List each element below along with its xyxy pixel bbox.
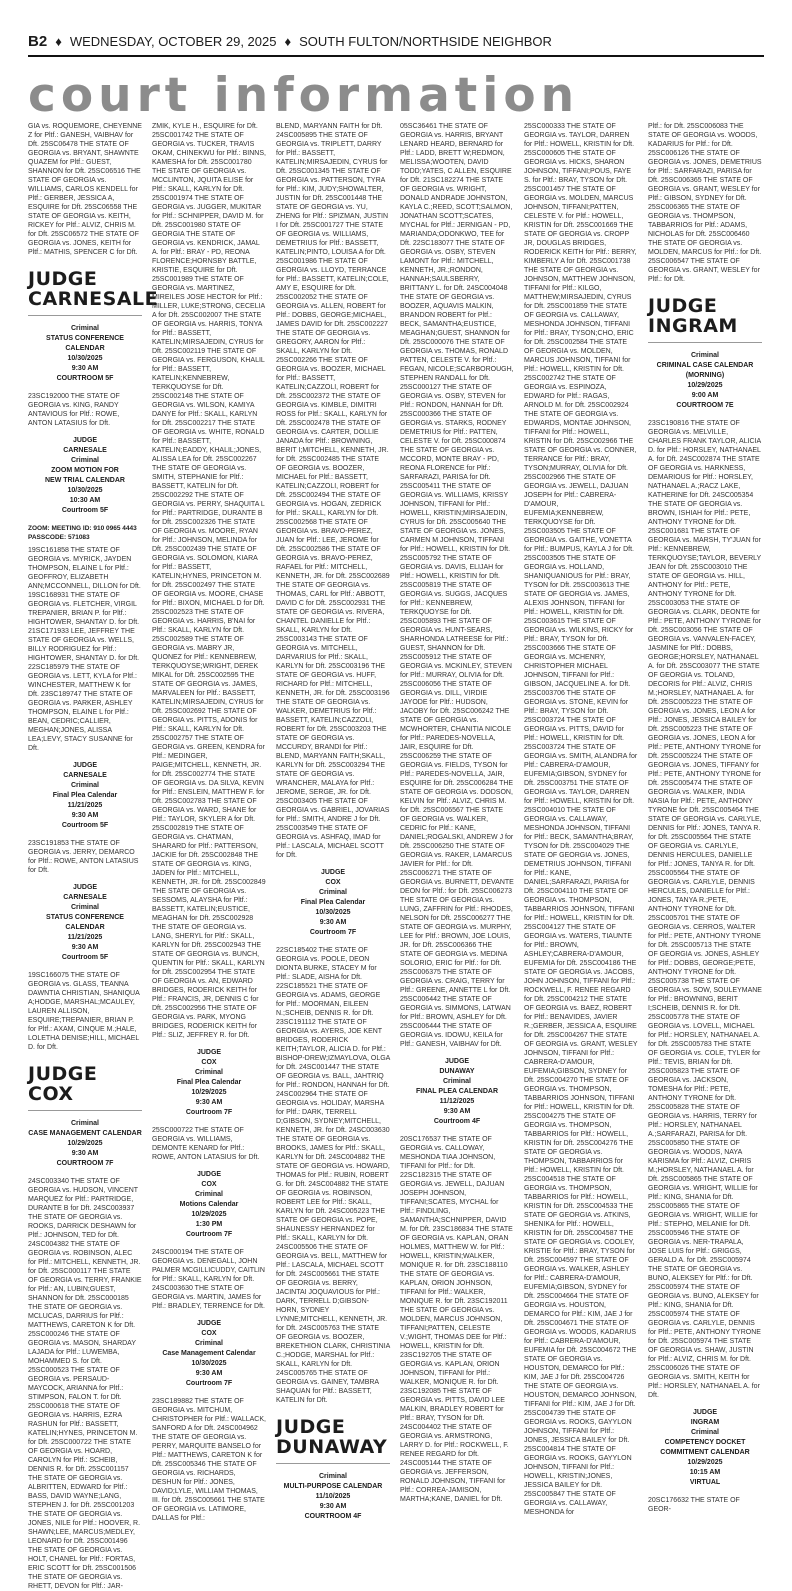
case-listing: BLEND, MARYANN FAITH for Dft. 24SC005895 THE STATE OF GEORGIA vs. TRIPLETT, DARRY for Pltf.: BASSETT, KATELIN;MIRSAJEDIN, CYRUS for Dft. 25SC001345 THE STATE OF GEORGIA vs. PATTERSON, TYRA for Pltf.: KIM, JUDY;SHOWALTER, JUSTIN for Dft. 25SC001448 THE STATE OF GEORGIA vs. YU, ZHENG for Pltf.: SPIZMAN, JUSTIN I for Dft. 25SC001727 THE STATE OF GEORGIA vs. WILLIAMS, DEMETRIUS for Pltf.: BASSETT, KATELIN;PINTO, LOUISA A for Dft. 25SC001986 THE STATE OF GEORGIA vs. LLOYD, TERRANCE for Pltf.: BASSETT, KATELIN;COLE, AMY E, ESQUIRE for Dft. 25SC002052 THE STATE OF GEORGIA vs. ALLEN, ROBERT for Pltf.: DOBBS, GEORGE;MICHAEL, JAMES DAVID for Dft. 25SC002227 THE STATE OF GEORGIA vs. GREGORY, AARON for Pltf.: SKALL, KARLYN for Dft. 25SC002266 THE STATE OF GEORGIA vs. BOOZER, MICHAEL for Pltf.: BASSETT, KATELIN;CAZZOLI, ROBERT for Dft. 25SC002372 THE STATE OF GEORGIA vs. KIMBLE, DIMITRI ROSS for Pltf.: SKALL, KARLYN for Dft. 25SC002478 THE STATE OF GEORGIA vs. CARTER, DOLLIE JANADA for Pltf.: BROWNING, BERIT I;MITCHELL, KENNETH, JR. for Dft. 25SC002485 THE STATE OF GEORGIA vs. BOOZER, MICHAEL for Pltf.: BASSETT, KATELIN;CAZZOLI, ROBERT for Dft. 25SC002494 THE STATE OF GEORGIA vs. HOGAN, ZEDRICK for Pltf.: SKALL, KARLYN for Dft. 25SC002568 THE STATE OF GEORGIA vs. BRAVO-PEREZ, JUAN for Pltf.: LEE, JEROME for Dft. 25SC002586 THE STATE OF GEORGIA vs. BRAVO-PEREZ, RAFAEL for Pltf.: MITCHELL, KENNETH, JR. for Dft. 25SC002689 THE STATE OF GEORGIA vs. THOMAS, CARL for Pltf.: ABBOTT, DAVID C for Dft. 25SC002931 THE STATE OF GEORGIA vs. RIVERA, CHANTEL DANIELLE for Pltf.: SKALL, KARLYN for Dft. 25SC003143 THE STATE OF GEORGIA vs. MITCHELL, DARVARIUS for Pltf.: SKALL, KARLYN for Dft. 25SC003196 THE STATE OF GEORGIA vs. HUFF, RICHARD for Pltf.: MITCHELL, KENNETH, JR. for Dft. 25SC003196 THE STATE OF GEORGIA vs. WALKER, DEMETRIUS for Pltf.: BASSETT, KATELIN;CAZZOLI, ROBERT for Dft. 25SC003203 THE STATE OF GEORGIA vs. MCCURDY, BRANDI for Pltf.: BLEND, MARYANN FAITH;SKALL, KARLYN for Dft. 25SC003294 THE STATE OF GEORGIA vs. WRANCHER, MALAYA for Pltf.: JEROME, SERGE, JR. for Dft. 25SC003405 THE STATE OF GEORGIA vs. GABRIEL, JOVARIAS for Pltf.: SMITH, ANDRE J for Dft. 25SC003549 THE STATE OF GEORGIA vs. ASHFAQ, IMAD for Pltf.: LASCALA, MICHAEL SCOTT for Dft.	[276, 123, 390, 859]
calendar-line: MULTI-PURPOSE CALENDAR	[283, 1483, 383, 1490]
column-4	[400, 122, 514, 1574]
case-listing: 23SC190816 THE STATE OF GEORGIA vs. MELVILLE, CHARLES FRANK TAYLOR, ALICIA D. for Pltf.: HORSLEY, NATHANAEL A. for Dft. 24SC002874 THE STATE OF GEORGIA vs. HARKNESS, DEMARIOUS for Pltf.: HORSLEY, NATHANAEL A.;RACZ LAKE, KATHERINE for Dft. 24SC005354 THE STATE OF GEORGIA vs. BROWN, ISHIAH for Pltf.: PETE, ANTHONY TYRONE for Dft. 25SC001681 THE STATE OF GEORGIA vs. MARSH, TY'JUAN for Pltf.: KENNEBREW, TERKQUOYSE;TAYLOR, BEVERLY JEAN for Dft. 25SC003010 THE STATE OF GEORGIA vs. HILL, ANTHONY for Pltf.: PETE, ANTHONY TYRONE for Dft. 25SC003053 THE STATE OF GEORGIA vs. CLARK, DEONTE for Pltf.: PETE, ANTHONY TYRONE for Dft. 25SC003056 THE STATE OF GEORGIA vs. VANVALEN-FACEY, JASMINE for Pltf.: DOBBS, GEORGE;HORSLEY, NATHANAEL A. for Dft. 25SC003077 THE STATE OF GEORGIA vs. TOLAND, DECORIS for Pltf.: ALVIZ, CHRIS M.;HORSLEY, NATHANAEL A. for Dft. 25SC005223 THE STATE OF GEORGIA vs. JONES, LEON A for Pltf.: JONES, JESSICA BAILEY for Dft. 25SC005223 THE STATE OF GEORGIA vs. JONES, LEON A for Pltf.: PETE, ANTHONY TYRONE for Dft. 25SC005224 THE STATE OF GEORGIA vs. JONES, TIFFANY for Pltf.: PETE, ANTHONY TYRONE for Dft. 25SC005474 THE STATE OF GEORGIA vs. WALKER, INDIA NASIA for Pltf.: PETE, ANTHONY TYRONE for Dft. 25SC005464 THE STATE OF GEORGIA vs. CARLYLE, DENNIS for Pltf.: JONES, TANYA R. for Dft. 25SC005564 THE STATE OF GEORGIA vs. CARLYLE, DENNIS HERCULES, DANIELLE for Pltf.: JONES, TANYA R. for Dft. 25SC005564 THE STATE OF GEORGIA vs. CARLYLE, DENNIS HERCULES, DANIELLE for Pltf.: JONES, TANYA R.;PETE, ANTHONY TYRONE for Dft. 25SC005701 THE STATE OF GEORGIA vs. CERROS, WALTER for Pltf.: PETE, ANTHONY TYRONE for Dft. 25SC005713 THE STATE OF GEORGIA vs. JONES, ASHLEY for Pltf.: DOBBS, GEORGE;PETE, ANTHONY TYRONE for Dft. 25SC005738 THE STATE OF GEORGIA vs. SOW, SOULEYMANE for Pltf.: BROWNING, BERIT I;SCHEIB, DENNIS R. for Dft. 25SC005778 THE STATE OF GEORGIA vs. LOVELL, MICHAEL for Pltf.: HORSLEY, NATHANAEL A. for Dft. 25SC005783 THE STATE OF GEORGIA vs. COLE, TYLER for Pltf.: TEVIS, BRIAN for Dft. 25SC005823 THE STATE OF GEORGIA vs. JACKSON, TOMESHA for Pltf.: PETE, ANTHONY TYRONE for Dft. 25SC005828 THE STATE OF GEORGIA vs. HARRIS, TERRY for Pltf.: HORSLEY, NATHANAEL A.;SARFARAZI, PARISA for Dft. 25SC005850 THE STATE OF GEORGIA vs. WOODS, NAYA KARISMA for Pltf.: ALVIZ, CHRIS M.;HORSLEY, NATHANAEL A. for Dft. 25SC005865 THE STATE OF GEORGIA vs. WRIGHT, WILLIE for Pltf.: KING, SHANIA for Dft. 25SC005865 THE STATE OF GEORGIA vs. WRIGHT, WILLIE for Pltf.: STEPHO, MELANIE for Dft. 25SC005946 THE STATE OF GEORGIA vs. NER-TRAPALA, JOSE LUIS for Pltf.: GRIGGS, GERALD A. for Dft. 25SC005974 THE STATE OF GEORGIA vs. BUNO, ALEKSEY for Pltf.: for Dft. 25SC005974 THE STATE OF GEORGIA vs. BUNO, ALEKSEY for Pltf.: KING, SHANIA for Dft. 25SC005974 THE STATE OF GEORGIA vs. CARLYLE, DENNIS for Pltf.: PETE, ANTHONY TYRONE for Dft. 25SC005974 THE STATE OF GEORGIA vs. SHAW, JUSTIN for Pltf.: ALVIZ, CHRIS M. for Dft. 25SC006026 THE STATE OF GEORGIA vs. SMITH, KEITH for Pltf.: HORSLEY, NATHANAEL A. for Dft.	[648, 420, 762, 1399]
calendar-line: CARNESALE	[63, 447, 107, 454]
calendar-line: STATUS CONFERENCE CALENDAR	[46, 335, 124, 352]
calendar-line: Courtroom 7F	[309, 929, 357, 936]
calendar-line: 9:30 AM	[71, 365, 99, 372]
calendar-line: 9:30 AM	[443, 1108, 471, 1115]
case-listing: ZMIK, KYLE H., ESQUIRE for Dft. 25SC001742 THE STATE OF GEORGIA vs. TUCKER, TRAVIS OKAM, CHINEKWU for Pltf.: BINNS, KAMESHA for Dft. 25SC001780 THE STATE OF GEORGIA vs. MCCLINTON, JQUITA ELISE for Pltf.: SKALL, KARLYN for Dft. 25SC001974 THE STATE OF GEORGIA vs. JUGGER, MUKITAR for Pltf.: SCHNIPPER, DAVID M. for Dft. 25SC001980 STATE OF GEORGIA THE STATE OF GEORGIA vs. KENDRICK, JAMAL A. for Pltf.: BRAY - PD, REONA FLORENCE;HORNSBY BATTLE, KRISTIE, ESQUIRE for Dft. 25SC001989 THE STATE OF GEORGIA vs. MARTINEZ, MIREILES JOSE HECTOR for Pltf.: MILLER, LUKE;STRONG, CECELIA A for Dft. 25SC002007 THE STATE OF GEORGIA vs. HARRIS, TONYA for Pltf.: BASSETT, KATELIN;MIRSAJEDIN, CYRUS for Dft. 25SC002119 THE STATE OF GEORGIA vs. FERGUSON, KHALIL for Pltf.: BASSETT, KATELIN;KENNEBREW, TERKQUOYSE for Dft. 25SC002148 THE STATE OF GEORGIA vs. WILSON, KAMIYA DANYE for Pltf.: SKALL, KARLYN for Dft. 25SC002217 THE STATE OF GEORGIA vs. WHITE, RONALD for Pltf.: BASSETT, KATELIN;EADDY, KHALIL;JONES, ALISSA LEA for Dft. 25SC002267 THE STATE OF GEORGIA vs. SMITH, STEPHANIE for Pltf.: BASSETT, KATELIN for Dft. 25SC002292 THE STATE OF GEORGIA vs. PERRY, SHAQUITA L for Pltf.: PARTRIDGE, DURANTE B for Dft. 25SC002326 THE STATE OF GEORGIA vs. MOORE, RYAN for Pltf.: JOHNSON, MELINDA for Dft. 25SC002439 THE STATE OF GEORGIA vs. SOLOMON, KIARA for Pltf.: BASSETT, KATELIN;HYNES, PRINCETON M. for Dft. 25SC002497 THE STATE OF GEORGIA vs. MOORE, CHASE for Pltf.: BIXON, MICHAEL D for Dft. 25SC002523 THE STATE OF GEORGIA vs. HARRIS, B'NAI for Pltf.: SKALL, KARLYN for Dft. 25SC002589 THE STATE OF GEORGIA vs. MABRY JR, QUONEZ for Pltf.: KENNEBREW, TERKQUOYSE;WRIGHT, DEREK MIKAL for Dft. 25SC002595 THE STATE OF GEORGIA vs. JAMES, MARVALEEN for Pltf.: BASSETT, KATELIN;MIRSAJEDIN, CYRUS for Dft. 25SC002692 THE STATE OF GEORGIA vs. PITTS, ADONIS for Pltf.: SKALL, KARLYN for Dft. 25SC002757 THE STATE OF GEORGIA vs. GREEN, KENDRA for Pltf.: MEDINGER, PAIGE;MITCHELL, KENNETH, JR. for Dft. 25SC002774 THE STATE OF GEORGIA vs. DA SILVA, KEVIN for Pltf.: ENSLEIN, MATTHEW F. for Dft. 25SC002783 THE STATE OF GEORGIA vs. WARD, SHANE for Pltf.: TAYLOR, SKYLER A for Dft. 25SC002819 THE STATE OF GEORGIA vs. CHATMAN, SHARARD for Pltf.: PATTERSON, JACKIE for Dft. 25SC002848 THE STATE OF GEORGIA vs. KING, JADEN for Pltf.: MITCHELL, KENNETH, JR. for Dft. 25SC002849 THE STATE OF GEORGIA vs. SESSOMS, ALAYSHA for Pltf.: BASSETT, KATELIN;EUSTICE, MEAGHAN for Dft. 25SC002928 THE STATE OF GEORGIA vs. LANG, SHERYL for Pltf.: SKALL, KARLYN for Dft. 25SC002943 THE STATE OF GEORGIA vs. BUNCH, QUENTIN for Pltf.: SKALL, KARLYN for Dft. 25SC002954 THE STATE OF GEORGIA vs. AN, EDWARD BRIDGES, RODERICK KEITH for Pltf.: FRANCIS, JR, DENNIS C for Dft. 25SC002956 THE STATE OF GEORGIA vs. PARK, MYONG BRIDGES, RODERICK KEITH for Pltf.: SLIZ, JEFFREY R. for Dft.	[152, 123, 266, 1039]
calendar-line: JUDGE	[72, 437, 98, 444]
case-listing: Pltf.: for Dft. 25SC006083 THE STATE OF GEORGIA vs. WOODS, KADARIUS for Pltf.: for Dft. 25SC006126 THE STATE OF GEORGIA vs. JONES, DEMETRIUS for Pltf.: SARFARAZI, PARISA for Dft. 25SC006365 THE STATE OF GEORGIA vs. GRANT, WESLEY for Pltf.: GIBSON, SYDNEY for Dft. 25SC006365 THE STATE OF GEORGIA vs. THOMPSON, TABBARRIOS for Pltf.: ADAMS, NICHOLAS for Dft. 25SC006460 THE STATE OF GEORGIA vs. MOLDEN, MARCUS for Pltf.: for Dft. 25SC006547 THE STATE OF GEORGIA vs. GRANT, WESLEY for Pltf.: for Dft.	[648, 123, 762, 283]
section-title: court information	[28, 68, 580, 123]
calendar-line: 10/30/2025	[67, 487, 103, 494]
calendar-line: Criminal	[194, 1340, 223, 1347]
diamond-icon: ♦	[55, 33, 62, 49]
calendar-line: Courtroom 5F	[61, 507, 109, 514]
calendar-line: VIRTUAL	[689, 1479, 721, 1486]
calendar-line: Criminal	[70, 457, 99, 464]
case-listing: 25SC000333 THE STATE OF GEORGIA vs. TAYLOR, DARREN for Pltf.: HOWELL, KRISTIN for Dft. 25SC000605 THE STATE OF GEORGIA vs. HICKS, SHARON JOHNSON, TIFFANI;POUS, FAYE S. for Pltf.: BRAY, TYSON for Dft. 25SC001457 THE STATE OF GEORGIA vs. MOLDEN, MARCUS JOHNSON, TIFFANI;PATTEN, CELESTE V. for Pltf.: HOWELL, KRISTIN for Dft. 25SC001669 THE STATE OF GEORGIA vs. CROPP JR, DOUGLAS BRIDGES, RODERICK KEITH for Pltf.: BERRY, KIMBERLY A for Dft. 25SC001738 THE STATE OF GEORGIA vs. JOHNSON, MATTHEW JOHNSON, TIFFANI for Pltf.: KILGO, MATTHEW;MIRSAJEDIN, CYRUS for Dft. 25SC001859 THE STATE OF GEORGIA vs. CALLAWAY, MESHONDA JOHNSON, TIFFANI for Pltf.: BRAY, TYSON;CHO, ERIC for Dft. 25SC002584 THE STATE OF GEORGIA vs. MOLDEN, MARCUS JOHNSON, TIFFANI for Pltf.: HOWELL, KRISTIN for Dft. 25SC002742 THE STATE OF GEORGIA vs. ESPINOZA, EDWARD for Pltf.: RAGAS, ARNOLD M. for Dft. 25SC002924 THE STATE OF GEORGIA vs. EDWARDS, MONTAE JOHNSON, TIFFANI for Pltf.: HOWELL, KRISTIN for Dft. 25SC002966 THE STATE OF GEORGIA vs. CONNER, TERRANCE for Pltf.: BRAY, TYSON;MURRAY, OLIVIA for Dft. 25SC002966 THE STATE OF GEORGIA vs. JEWELL, DAJUAN JOSEPH for Pltf.: CABRERA-D'AMOUR, EUFEMIA;KENNEBREW, TERKQUOYSE for Dft. 25SC003505 THE STATE OF GEORGIA vs. GAITHE, VONETTA for Pltf.: BUMPUS, KAYLA J for Dft. 25SC003505 THE STATE OF GEORGIA vs. HOLLAND, SHANIQUANIOUS for Pltf.: BRAY, TYSON for Dft. 25SC003613 THE STATE OF GEORGIA vs. JAMES, ALEXIS JOHNSON, TIFFANI for Pltf.: HOWELL, KRISTIN for Dft. 25SC003615 THE STATE OF GEORGIA vs. WILKINS, RICKY for Pltf.: BRAY, TYSON for Dft. 25SC003666 THE STATE OF GEORGIA vs. MCHENRY, CHRISTOPHER MICHAEL JOHNSON, TIFFANI for Pltf.: GIBSON, JACQUELINE A. for Dft. 25SC003706 THE STATE OF GEORGIA vs. STONE, KEVIN for Pltf.: BRAY, TYSON for Dft. 25SC003724 THE STATE OF GEORGIA vs. PITTS, DAVID for Pltf.: HOWELL, KRISTIN for Dft. 25SC003724 THE STATE OF GEORGIA vs. SMITH, ALANDRA for Pltf.: CABRERA-D'AMOUR, EUFEMIA;GIBSON, SYDNEY for Dft. 25SC003751 THE STATE OF GEORGIA vs. TAYLOR, DARREN for Pltf.: HOWELL, KRISTIN for Dft. 25SC004010 THE STATE OF GEORGIA vs. CALLAWAY, MESHONDA JOHNSON, TIFFANI for Pltf.: BECK, SAMANTHA;BRAY, TYSON for Dft. 25SC004029 THE STATE OF GEORGIA vs. JONES, DEMETRIUS JOHNSON, TIFFANI for Pltf.: KANE, DANIEL;SARFARAZI, PARISA for Dft. 25SC004110 THE STATE OF GEORGIA vs. THOMPSON, TABBARRIOS JOHNSON, TIFFANI for Pltf.: HOWELL, KRISTIN for Dft. 25SC004127 THE STATE OF GEORGIA vs. WATERS, TIAUNTE for Pltf.: BROWN, ASHLEY;CABRERA-D'AMOUR, EUFEMIA for Dft. 25SC004186 THE STATE OF GEORGIA vs. JACOBS, JOHN JOHNSON, TIFFANI for Pltf.: ROCKWELL, F. RENEE REGARD for Dft. 25SC004212 THE STATE OF GEORGIA vs. BAEZ, ROBERT for Pltf.: BENAVIDES, JAVIER R.;GERBER, JESSICA A, ESQUIRE for Dft. 25SC004267 THE STATE OF GEORGIA vs. GRANT, WESLEY JOHNSON, TIFFANI for Pltf.: CABRERA-D'AMOUR, EUFEMIA;GIBSON, SYDNEY for Dft. 25SC004270 THE STATE OF GEORGIA vs. THOMPSON, TABBARRIOS JOHNSON, TIFFANI for Pltf.: HOWELL, KRISTIN for Dft. 25SC004275 THE STATE OF GEORGIA vs. THOMPSON, TABBARRIOS for Pltf.: HOWELL, KRISTIN for Dft. 25SC004276 THE STATE OF GEORGIA vs. THOMPSON, TABBARRIOS for Pltf.: HOWELL, KRISTIN for Dft. 25SC004518 THE STATE OF GEORGIA vs. THOMPSON, TABBARRIOS for Pltf.: HOWELL, KRISTIN for Dft. 25SC004533 THE STATE OF GEORGIA vs. ATKINS, SHENIKA for Pltf.: HOWELL, KRISTIN for Dft. 25SC004587 THE STATE OF GEORGIA vs. COOLEY, KRISTIE for Pltf.: BRAY, TYSON for Dft. 25SC004597 THE STATE OF GEORGIA vs. WALKER, ASHLEY for Pltf.: CABRERA-D'AMOUR, EUFEMIA;GIBSON, SYDNEY for Dft. 25SC004664 THE STATE OF GEORGIA vs. HOUSTON, DEMARCO for Pltf.: KIM, JAE J for Dft. 25SC004671 THE STATE OF GEORGIA vs. WOODS, KADARIUS for Pltf.: CABRERA-D'AMOUR, EUFEMIA for Dft. 25SC004672 THE STATE OF GEORGIA vs. HOUSTON, DEMARCO for Pltf.: KIM, JAE J for Dft. 25SC004726 THE STATE OF GEORGIA vs. HOUSTON, DEMARCO JOHNSON, TIFFANI for Pltf.: KIM, JAE J for Dft. 25SC004739 THE STATE OF GEORGIA vs. ROOKS, GAYYLON JOHNSON, TIFFANI for Pltf.: JONES, JESSICA BAILEY for Dft. 25SC004814 THE STATE OF GEORGIA vs. ROOKS, GAYYLON JOHNSON, TIFFANI for Pltf.: HOWELL, KRISTIN;JONES, JESSICA BAILEY for Dft. 25SC005847 THE STATE OF GEORGIA vs. CALLAWAY, MESHONDA for	[524, 123, 638, 1516]
calendar-line: 9:30 AM	[71, 1150, 99, 1157]
column-3	[276, 122, 390, 1574]
calendar-line: 10/29/2025	[67, 1140, 103, 1147]
calendar-line: Criminal	[442, 1078, 471, 1085]
case-listing: GIA vs. ROQUEMORE, CHEYENNE Z for Pltf.: GANESH, VAIBHAV for Dft. 25SC06478 THE STATE OF GEORGIA vs. BRYANT, SHAWNTE QUAZEM for Pltf.: GUEST, SHANNON for Dft. 25SC06516 THE STATE OF GEORGIA vs. WILLIAMS, CARLOS KENDELL for Pltf.: GERBER, JESSICA A, ESQUIRE for Dft. 25SC06558 THE STATE OF GEORGIA vs. KEITH, RICKEY for Pltf.: ALVIZ, CHRIS M. for Dft. 25SC06572 THE STATE OF GEORGIA vs. JONES, KEITH for Pltf.: MATHIS, SPENCER C for Dft.	[28, 123, 142, 256]
calendar-line: 9:30 AM	[71, 944, 99, 951]
case-listing: 24SC003340 THE STATE OF GEORGIA vs. HUDSON, VINCENT MARQUEZ for Pltf.: PARTRIDGE, DURANTE B for Dft. 24SC003937 THE STATE OF GEORGIA vs. ROOKS, DARRICK DESHAWN for Pltf.: JOHNSON, TED for Dft. 24SC004382 THE STATE OF GEORGIA vs. ROBINSON, ALEC for Pltf.: MITCHELL, KENNETH, JR. for Dft. 25SC000117 THE STATE OF GEORGIA vs. TERRY, FRANKIE for Pltf.: AN, LUBIN;GUEST, SHANNON for Dft. 25SC000185 THE STATE OF GEORGIA vs. MCLUCAS, DARRIUS for Pltf.: MATTHEWS, CARETON K for Dft. 25SC000246 THE STATE OF GEORGIA vs. MASON, SHARDAY LAJADA for Pltf.: LUWEMBA, MOHAMMED S. for Dft. 25SC000523 THE STATE OF GEORGIA vs. PERSAUD-MAYCOCK, ARIANNA for Pltf.: STIMPSON, FALON T. for Dft. 25SC000618 THE STATE OF GEORGIA vs. HARRIS, EZRA RASHUN for Pltf.: BASSETT, KATELIN;HYNES, PRINCETON M. for Dft. 25SC000722 THE STATE OF GEORGIA vs. HOARD, CAROLYN for Pltf.: SCHEIB, DENNIS R. for Dft. 25SC001157 THE STATE OF GEORGIA vs. ALBRITTEN, EDWARD for Pltf.: BASS, DAVID WAYNE;LANG, STEPHEN J. for Dft. 25SC001203 THE STATE OF GEORGIA vs. JONES, NILE for Pltf.: HOOVER, R. SHAWN;LEE, MARCUS;MEDLEY, LEONARD for Dft. 25SC001496 THE STATE OF GEORGIA vs. HOLT, CHANEL for Pltf.: FORTAS, ERIC SCOTT for Dft. 25SC001506 THE STATE OF GEORGIA vs. RHETT, DEVON for Pltf.: JAR-	[28, 1178, 142, 1590]
judge-label: JUDGE	[28, 1063, 98, 1085]
calendar-line: Courtroom 4F	[433, 1118, 481, 1125]
calendar-line: 9:30 AM	[195, 1370, 223, 1377]
case-listing: 23SC192000 THE STATE OF GEORGIA vs. KING, RANDY ANTAVIOUS for Pltf.: ROWE, ANTON LATASIUS for Dft.	[28, 393, 120, 427]
case-listing: 20SC176537 THE STATE OF GEORGIA vs. CALLOWAY, MESHONDA TIAA JOHNSON, TIFFANI for Pltf.: for Dft. 22SC182315 THE STATE OF GEORGIA vs. JEWELL, DAJUAN JOSEPH JOHNSON, TIFFANI;SCATES, MYCHAL for Pltf.: FINDLING, SAMANTHA;SCHNIPPER, DAVID M. for Dft. 23SC186834 THE STATE OF GEORGIA vs. KAPLAN, ORAN HOLMES, MATTHEW W. for Pltf.: HOWELL, KRISTIN;WALKER, MONIQUE R. for Dft. 23SC188110 THE STATE OF GEORGIA vs. KAPLAN, ORION JOHNSON, TIFFANI for Pltf.: WALKER, MONIQUE R. for Dft. 23SC192011 THE STATE OF GEORGIA vs. MOLDEN, MARCUS JOHNSON, TIFFANI;PATTEN, CELESTE V.;WIGHT, THOMAS DEE for Pltf.: HOWELL, KRISTIN for Dft. 23SC192705 THE STATE OF GEORGIA vs. KAPLAN, ORION JOHNSON, TIFFANI for Pltf.: WALKER, MONIQUE R. for Dft. 23SC192085 THE STATE OF GEORGIA vs. PITTS, DAVID LEE MALKIN, BRADLEY ROBERT for Pltf.: BRAY, TYSON for Dft. 24SC004402 THE STATE OF GEORGIA vs. ARMSTRONG, LARRY D. for Pltf.: ROCKWELL, F. RENEE REGARD for Dft. 24SC005144 THE STATE OF GEORGIA vs. JEFFERSON, RONALD JOHNSON, TIFFANI for Pltf.: CORREA-JAMISON, MARTHA;KANE, DANIEL for Dft.	[400, 1136, 513, 1503]
calendar-line: COX	[325, 879, 341, 886]
calendar-line: CARNESALE	[63, 772, 107, 779]
calendar-line: JUDGE	[196, 1171, 222, 1178]
calendar-line: Courtroom 7F	[185, 1380, 233, 1387]
judge-heading	[276, 1417, 390, 1457]
judge-label: JUDGE	[648, 295, 718, 317]
case-listing: 23SC191853 THE STATE OF GEORGIA vs. JERRY, DEMARCO for Pltf.: ROWE, ANTON LATASIUS for Dft.	[28, 840, 139, 874]
calendar-line: 10/30/2025	[315, 909, 351, 916]
calendar-line: COURTROOM 7E	[676, 402, 734, 409]
case-listing: 22SC185402 THE STATE OF GEORGIA vs. POOLE, DEON DIONTA BURKE, STACEY M for Pltf.: SLADE, AISHA for Dft. 22SC185521 THE STATE OF GEORGIA vs. ADAMS, GEORGE for Pltf.: MOORMAN, EILEEN N.;SCHEIB, DENNIS R. for Dft. 23SC191112 THE STATE OF GEORGIA vs. AYERS, JOE KENT BRIDGES, RODERICK KEITH;TAYLOR, ALICIA D. for Pltf.: BISHOP-DREW;IZMAYLOVA, OLGA for Dft. 24SC001447 THE STATE OF GEORGIA vs. BALL, JAHTRIQ for Pltf.: RONDON, HANNAH for Dft. 24SC002964 THE STATE OF GEORGIA vs. HOLIDAY, MARSHA for Pltf.: DARK, TERRELL D;GIBSON, SYDNEY;MITCHELL, KENNETH, JR. for Dft. 24SC003630 THE STATE OF GEORGIA vs. BROOKS, JAMES for Pltf.: SKALL, KARLYN for Dft. 24SC004882 THE STATE OF GEORGIA vs. HOWARD, THOMAS for Pltf.: RUBIN, ROBERT G. for Dft. 24SC004882 THE STATE OF GEORGIA vs. ROBINSON, ROBERT LEE for Pltf.: SKALL, KARLYN for Dft. 24SC005223 THE STATE OF GEORGIA vs. POPE, SHAUNESSY HERNANDEZ for Pltf.: SKALL, KARLYN for Dft. 24SC005506 THE STATE OF GEORGIA vs. BELL, MATTHEW for Pltf.: LASCALA, MICHAEL SCOTT for Dft. 24SC005661 THE STATE OF GEORGIA vs. BERRY, JACINTAI JOQUAVIOUS for Pltf.: DARK, TERRELL D;GIBSON-HORN, SYDNEY LYNNE;MITCHELL, KENNETH, JR. for Dft. 24SC005763 THE STATE OF GEORGIA vs. BOOZER, BREKETHION CLARK, CHRISTINIA C.;HODGE, MARSHAL for Pltf.: SKALL, KARLYN for Dft. 24SC005765 THE STATE OF GEORGIA vs. GAINEY, TAMBRA SHAQUAN for Pltf.: BASSETT, KATELIN for Dft.	[276, 947, 390, 1404]
calendar-heading	[152, 1048, 266, 1118]
calendar-line: INGRAM	[690, 1419, 720, 1426]
calendar-line: COMMITMENT CALENDAR	[660, 1449, 750, 1456]
calendar-line: Case Management Calendar	[162, 1350, 256, 1357]
calendar-line: ZOOM MOTION FOR	[51, 467, 119, 474]
calendar-line: 1:30 PM	[195, 1221, 223, 1228]
calendar-line: COURTROOM 4F	[304, 1513, 362, 1520]
judge-label: JUDGE	[28, 268, 98, 290]
calendar-line: FINAL PLEA CALENDAR	[415, 1088, 499, 1095]
calendar-line: COURTROOM 5F	[56, 375, 114, 382]
judge-name: INGRAM	[648, 315, 738, 337]
case-listing: 19SC161858 THE STATE OF GEORGIA vs. MYRICK, JAYDEN THOMPSON, ELAINE L for Pltf.: GEOFFROY, ELIZABETH ANN;MCCONNELL, DILLON for Dft. 19SC168931 THE STATE OF GEORGIA vs. FLETCHER, VIRGIL TREPANIER, BRIAN P. for Pltf.: HIGHTOWER, SHANTAY D. for Dft. 21SC171933 LEE, JEFFREY THE STATE OF GEORGIA vs. WELLS, BILLY RODRIGUEZ for Pltf.: HIGHTOWER, SHANTAY D. for Dft. 22SC185979 THE STATE OF GEORGIA vs. LETT, KYLA for Pltf.: WINCHESTER, MATTHEW K for Dft. 23SC189747 THE STATE OF GEORGIA vs. PARKER, ASHLEY THOMPSON, ELAINE L for Pltf.: BEAN, CEDRIC;CALLIER, MEGHAN;JONES, ALISSA LEA;LEVY, STACY SUSANNE for Dft.	[28, 547, 141, 752]
calendar-line: Criminal	[70, 325, 99, 332]
calendar-heading	[28, 883, 142, 963]
calendar-line: JUDGE	[692, 1409, 718, 1416]
calendar-line: 11/21/2025	[67, 934, 103, 941]
calendar-line: 11/10/2025	[315, 1493, 351, 1500]
calendar-line: 10:30 AM	[69, 497, 101, 504]
calendar-line: Courtroom 7F	[185, 1109, 233, 1116]
calendar-line: Courtroom 7F	[185, 1231, 233, 1238]
judge-heading	[28, 1064, 142, 1104]
calendar-heading	[152, 1319, 266, 1389]
calendar-line: 10/29/2025	[191, 1211, 227, 1218]
column-1	[28, 122, 159, 1590]
judge-name: COX	[28, 1083, 74, 1105]
calendar-line: CRIMINAL CASE CALENDAR	[656, 362, 754, 369]
header-rule	[28, 55, 764, 57]
calendar-line: 11/12/2025	[439, 1098, 475, 1105]
calendar-line: (MORNING)	[685, 372, 725, 379]
calendar-line: Criminal	[690, 352, 719, 359]
case-listing: 19SC166075 THE STATE OF GEORGIA vs. GLASS, TEANNA DAWNTIA CHRISTIAN, SHANIQUA A;HODGE, MARSHAL;MCAULEY, LAUREN ALLISON, ESQUIRE;TREPANIER, BRIAN P. for Pltf.: AXAM, CINQUE M.;HALE, LOLETHA DENISE;HILL, MICHAEL D. for Dft.	[28, 972, 140, 1051]
newspaper-name: SOUTH FULTON/NORTHSIDE NEIGHBOR	[299, 33, 552, 49]
divider	[276, 1463, 390, 1464]
case-listing: 24SC000194 THE STATE OF GEORGIA vs. DENEGALL, JOHN PALMER MCGILLICUDDY, CAITLIN for Pltf.: SKALL, KARLYN for Dft. 24SC003630 THE STATE OF GEORGIA vs. MARTIN, JAMES for Pltf.: BRADLEY, TERRENCE for Dft.	[152, 1249, 265, 1310]
calendar-line: 9:30 AM	[319, 919, 347, 926]
calendar-heading	[276, 868, 390, 938]
calendar-heading	[400, 1057, 514, 1127]
page-number: B2	[28, 32, 48, 50]
judge-name: DUNAWAY	[276, 1436, 388, 1458]
calendar-line: 10/29/2025	[191, 1089, 227, 1096]
calendar-heading	[28, 1119, 142, 1169]
calendar-line: Criminal	[194, 1069, 223, 1076]
case-listing: 20SC176632 THE STATE OF GEOR-	[648, 1497, 740, 1513]
judge-heading	[28, 268, 159, 310]
calendar-heading	[28, 761, 142, 831]
column-6	[648, 122, 762, 1574]
calendar-line: COX	[201, 1059, 217, 1066]
calendar-line: 10/30/2025	[67, 355, 103, 362]
case-listing: 25SC000722 THE STATE OF GEORGIA vs. WILLIAMS, DEMONTE KENARD for Pltf.: ROWE, ANTON LATASIUS for Dft.	[152, 1127, 260, 1161]
calendar-heading	[276, 1472, 390, 1522]
calendar-line: Final Plea Calendar	[176, 1079, 242, 1086]
calendar-line: 10/29/2025	[687, 382, 723, 389]
zoom-info: ZOOM: MEETING ID: 910 0965 4443 PASSCODE: 571083	[28, 525, 137, 541]
calendar-line: Criminal	[318, 1473, 347, 1480]
calendar-line: Criminal	[194, 1191, 223, 1198]
column-5	[524, 122, 638, 1574]
calendar-line: COX	[201, 1181, 217, 1188]
calendar-line: Final Plea Calendar	[52, 792, 118, 799]
issue-date: WEDNESDAY, OCTOBER 29, 2025	[69, 33, 277, 49]
calendar-line: Criminal	[70, 782, 99, 789]
calendar-line: Courtroom 5F	[61, 822, 109, 829]
calendar-line: 10/29/2025	[687, 1459, 723, 1466]
calendar-line: 9:30 AM	[195, 1099, 223, 1106]
judge-name: CARNESALE	[28, 288, 159, 310]
calendar-line: COURTROOM 7F	[56, 1160, 114, 1167]
calendar-heading	[28, 324, 142, 384]
calendar-line: CARNESALE	[63, 894, 107, 901]
case-listing: 23SC189882 THE STATE OF GEORGIA vs. MITCHUM, CHRISTOPHER for Pltf.: WALLACK, SANFORD A for Dft. 24SC004962 THE STATE OF GEORGIA vs. PERRY, MARQUITE BANSELO for Pltf.: MATTHEWS, CARETON K for Dft. 25SC005346 THE STATE OF GEORGIA vs. RICHARDS, DESHUN for Pltf.: JONES, DAVID;LYLE, WILLIAM THOMAS, III. for Dft. 25SC005661 THE STATE OF GEORGIA vs. LATIMORE, DALLAS for Pltf.:	[152, 1398, 266, 1522]
calendar-line: 9:00 AM	[691, 392, 719, 399]
calendar-line: Criminal	[70, 1120, 99, 1127]
calendar-line: Final Plea Calendar	[300, 899, 366, 906]
judge-label: JUDGE	[276, 1416, 346, 1438]
diamond-icon: ♦	[284, 33, 292, 49]
calendar-line: JUDGE	[196, 1049, 222, 1056]
calendar-line: COMPETENCY DOCKET	[664, 1439, 746, 1446]
divider	[648, 342, 762, 343]
calendar-line: Motions Calendar	[179, 1201, 239, 1208]
calendar-line: 11/21/2025	[67, 802, 103, 809]
calendar-line: JUDGE	[72, 762, 98, 769]
case-listing: 05SC36461 THE STATE OF GEORGIA vs. HARRIS, BRYANT LENARD HEARD, BERNARD for Pltf.: LADD, BRETT W;REDMON, MELISSA;WOOTEN, DAVID TODD;YATES, C ALLEN, ESQUIRE for Dft. 21SC182274 THE STATE OF GEORGIA vs. WRIGHT, DONALD ANDRADE JOHNSTON, KAYLA C.;REED, SCOTT;SALMON, JONATHAN SCOTT;SCATES, MYCHAL for Pltf.: JERNIGAN - PD, MARIANDA;ODONKWO, TEE for Dft. 22SC183077 THE STATE OF GEORGIA vs. OSBY, STEVEN LAMONT for Pltf.: MITCHELL, KENNETH, JR.;RONDON, HANNAH;SAULSBERRY, BRITTANY L. for Dft. 24SC004048 THE STATE OF GEORGIA vs. BOOZER, AQUAVIS MALKIN, BRANDON ROBERT for Pltf.: BECK, SAMANTHA;EUSTICE, MEAGHAN;GUEST, SHANNON for Dft. 25SC000076 THE STATE OF GEORGIA vs. THOMAS, RONALD PATTEN, CELESTE V. for Pltf.: FEGAN, NICOLE;SCARBOROUGH, STEPHEN RANDALL for Dft. 25SC000127 THE STATE OF GEORGIA vs. OSBY, STEVEN for Pltf.: RONDON, HANNAH for Dft. 25SC000366 THE STATE OF GEORGIA vs. STARKS, RODNEY DEMETRIUS for Pltf.: PATTEN, CELESTE V. for Dft. 25SC000874 THE STATE OF GEORGIA vs. MCCORD, MONTE BRAY - PD, REONA FLORENCE for Pltf.: SARFARAZI, PARISA for Dft. 25SC005411 THE STATE OF GEORGIA vs. WILLIAMS, KRISSY JOHNSON, TIFFANI for Pltf.: HOWELL, KRISTIN;MIRSAJEDIN, CYRUS for Dft. 25SC005640 THE STATE OF GEORGIA vs. JONES, CARMEN M JOHNSON, TIFFANI for Pltf.: HOWELL, KRISTIN for Dft. 25SC005792 THE STATE OF GEORGIA vs. DAVIS, ELIJAH for Pltf.: HOWELL, KRISTIN for Dft. 25SC005819 THE STATE OF GEORGIA vs. SUGGS, JACQUES for Pltf.: KENNEBREW, TERKQUOYSE for Dft. 25SC005893 THE STATE OF GEORGIA vs. HUNT-SEARS, SHARHONDA LATREESE for Pltf.: GUEST, SHANNON for Dft. 25SC005912 THE STATE OF GEORGIA vs. MCKINLEY, STEVEN for Pltf.: MURRAY, OLIVIA for Dft. 25SC006056 THE STATE OF GEORGIA vs. DILL, VIRDIE JAYODE for Pltf.: HUDSON, JACOBY for Dft. 25SC006242 THE STATE OF GEORGIA vs. MCWHORTER, CHANITIA NICOLE for Pltf.: PAREDES-NOVELLA, JAIR, ESQUIRE for Dft. 25SC006259 THE STATE OF GEORGIA vs. FIELDS, TYSON for Pltf.: PAREDES-NOVELLA, JAIR, ESQUIRE for Dft. 25SC006284 THE STATE OF GEORGIA vs. DODSON, KELVIN for Pltf.: ALVIZ, CHRIS M. for Dft. 25SC006567 THE STATE OF GEORGIA vs. WALKER, CEDRIC for Pltf.: KANE, DANIEL;ROGALSKI, ANDREW J for Dft. 25SC006250 THE STATE OF GEORGIA vs. RAKER, LAMARCUS JAVIER for Pltf.: for Dft. 25SC006271 THE STATE OF GEORGIA vs. BURNETT, DEVANTE DEON for Pltf.: for Dft. 25SC006273 THE STATE OF GEORGIA vs. LUNG, ZAFFRIN for Pltf.: RHODES, NELSON for Dft. 25SC006277 THE STATE OF GEORGIA vs. MURPHY, LEE for Pltf.: BROWN, JOE LOUIS, JR. for Dft. 25SC006366 THE STATE OF GEORGIA vs. MEDINA SOLORIO, ERIC for Pltf.: for Dft. 25SC006375 THE STATE OF GEORGIA vs. CRAIG, TERRY for Pltf.: GREENE, ANNETTE L for Dft. 25SC006442 THE STATE OF GEORGIA vs. SIMMONS, LATWAN for Pltf.: BROWN, ASHLEY for Dft. 25SC006444 THE STATE OF GEORGIA vs. IDOWU, KEILA for Pltf.: GANESH, VAIBHAV for Dft.	[400, 123, 514, 1048]
calendar-line: JUDGE	[444, 1058, 470, 1065]
calendar-line: 9:30 AM	[319, 1503, 347, 1510]
calendar-heading	[28, 436, 142, 516]
calendar-line: Criminal	[318, 889, 347, 896]
calendar-line: Criminal	[690, 1429, 719, 1436]
calendar-line: 9:30 AM	[71, 812, 99, 819]
divider	[28, 1110, 142, 1111]
calendar-line: Criminal	[70, 904, 99, 911]
calendar-line: JUDGE	[72, 884, 98, 891]
calendar-heading	[648, 1408, 762, 1488]
calendar-line: STATUS CONFERENCE CALENDAR	[46, 914, 124, 931]
calendar-line: 10/30/2025	[191, 1360, 227, 1367]
calendar-line: DUNAWAY	[439, 1068, 475, 1075]
judge-heading	[648, 296, 762, 336]
divider	[28, 315, 142, 316]
calendar-heading	[648, 351, 762, 411]
calendar-line: Courtroom 5F	[61, 954, 109, 961]
calendar-line: JUDGE	[320, 869, 346, 876]
calendar-line: 10:15 AM	[689, 1469, 721, 1476]
calendar-line: NEW TRIAL CALENDAR	[45, 477, 125, 484]
calendar-heading	[152, 1170, 266, 1240]
calendar-line: COX	[201, 1330, 217, 1337]
calendar-line: JUDGE	[196, 1320, 222, 1327]
page-header	[28, 30, 764, 52]
calendar-line: CASE MANAGEMENT CALENDAR	[28, 1130, 142, 1137]
column-2	[152, 122, 266, 1574]
